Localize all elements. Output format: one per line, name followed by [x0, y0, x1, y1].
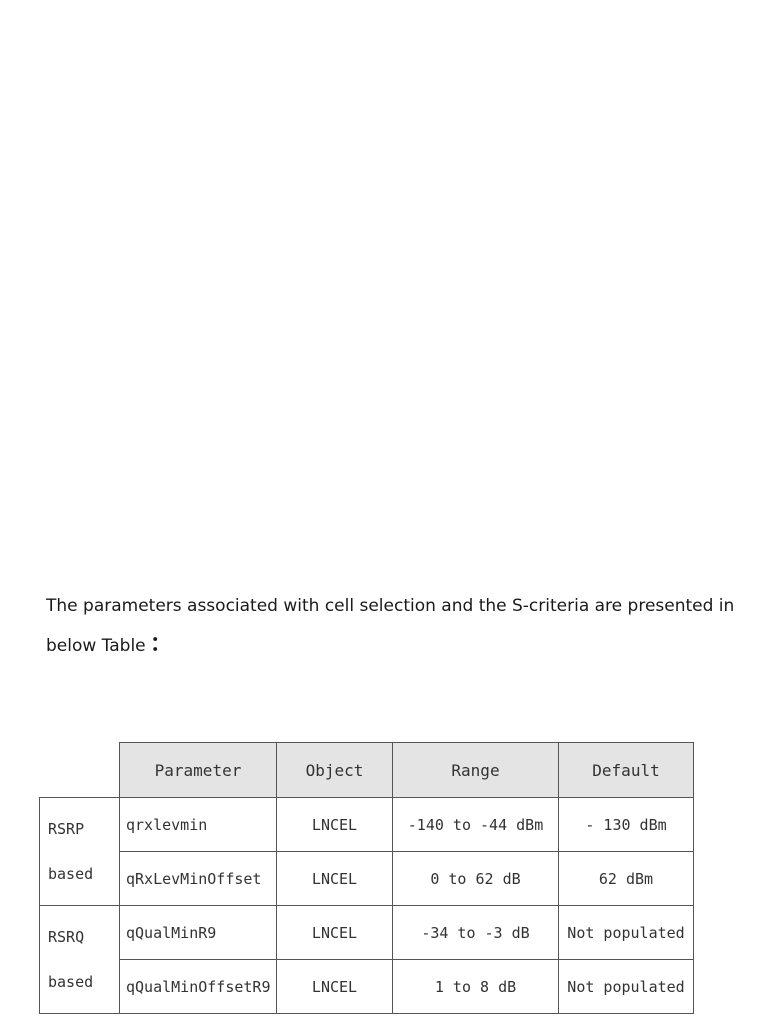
cell-object: LNCEL: [277, 798, 393, 852]
group-label-line1: RSRQ: [48, 928, 85, 946]
table-corner-cell: [40, 743, 120, 798]
cell-default: Not populated: [559, 960, 694, 1014]
group-label-rsrq: [40, 906, 120, 1014]
cell-parameter: qQualMinR9: [120, 906, 277, 960]
cell-range: 1 to 8 dB: [393, 960, 559, 1014]
cell-default: 62 dBm: [559, 852, 694, 906]
header-object: Object: [277, 743, 393, 798]
cell-range: -34 to -3 dB: [393, 906, 559, 960]
parameters-table: [39, 742, 694, 1014]
table-row: [40, 960, 694, 1014]
cell-object: LNCEL: [277, 852, 393, 906]
header-range: Range: [393, 743, 559, 798]
cell-object: LNCEL: [277, 906, 393, 960]
header-parameter: Parameter: [120, 743, 277, 798]
table-row: [40, 906, 694, 960]
table-header-row: [40, 743, 694, 798]
intro-paragraph: [46, 588, 736, 665]
cell-default: Not populated: [559, 906, 694, 960]
intro-colon: ：: [149, 629, 174, 657]
cell-object: LNCEL: [277, 960, 393, 1014]
group-label-line1: RSRP: [48, 820, 85, 838]
group-label-line2: based: [48, 865, 94, 883]
cell-range: 0 to 62 dB: [393, 852, 559, 906]
cell-parameter: qRxLevMinOffset: [120, 852, 277, 906]
cell-parameter: qrxlevmin: [120, 798, 277, 852]
cell-default: - 130 dBm: [559, 798, 694, 852]
table-row: [40, 798, 694, 852]
cell-parameter: qQualMinOffsetR9: [120, 960, 277, 1014]
group-label-line2: based: [48, 973, 94, 991]
header-default: Default: [559, 743, 694, 798]
table-row: [40, 852, 694, 906]
cell-range: -140 to -44 dBm: [393, 798, 559, 852]
group-label-rsrp: [40, 798, 120, 906]
intro-text: The parameters associated with cell selection and the S-criteria are presented in below Table: [46, 596, 735, 656]
